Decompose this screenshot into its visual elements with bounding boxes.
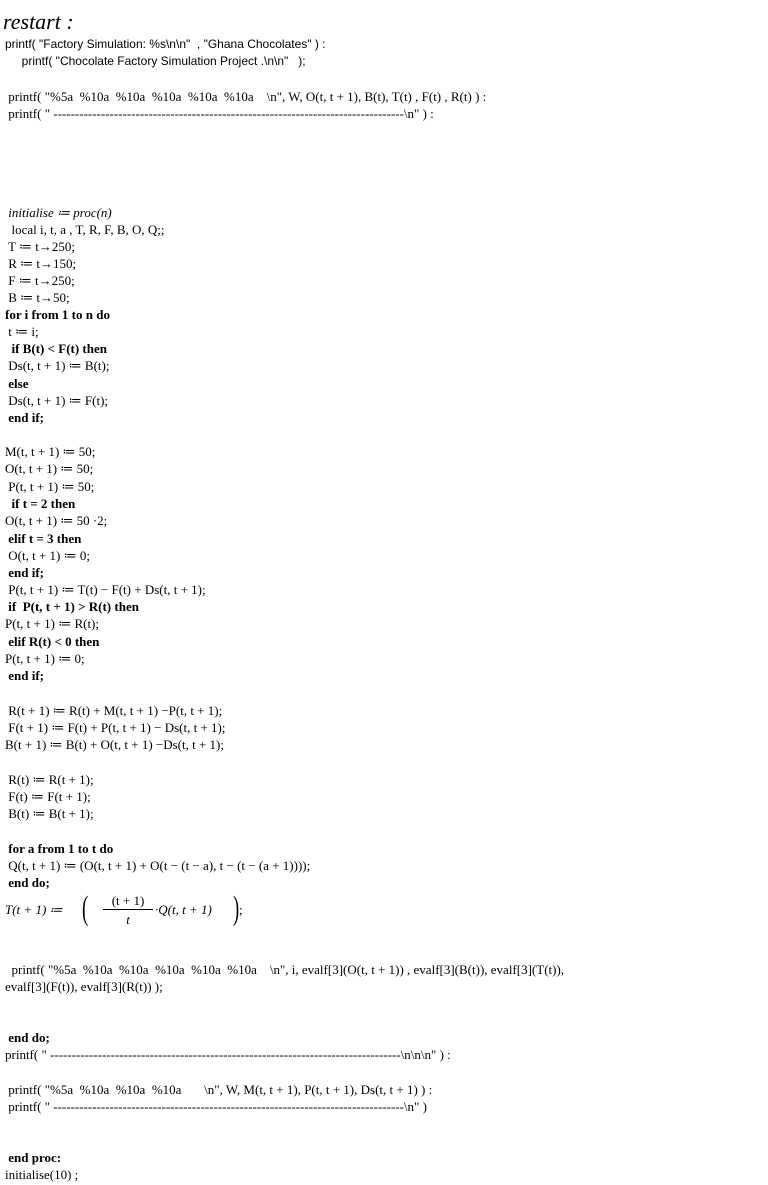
- code-line-l21[interactable]: P(t, t + 1) ≔ 50;: [5, 479, 95, 494]
- code-line-l43[interactable]: evalf[3](F(t)), evalf[3](R(t)) );: [5, 979, 163, 994]
- fraction-denominator: t: [126, 912, 130, 927]
- code-line-l29[interactable]: P(t, t + 1) ≔ R(t);: [5, 616, 99, 631]
- code-line-l10[interactable]: F ≔ t→250;: [5, 273, 75, 288]
- code-line-l23[interactable]: O(t, t + 1) ≔ 50 ·2;: [5, 513, 108, 528]
- code-line-l06[interactable]: initialise ≔ proc(n): [5, 205, 112, 220]
- code-line-l31[interactable]: P(t, t + 1) ≔ 0;: [5, 651, 85, 666]
- code-line-l20[interactable]: O(t, t + 1) ≔ 50;: [5, 461, 94, 476]
- code-line-l28[interactable]: if P(t, t + 1) > R(t) then: [5, 599, 139, 614]
- code-line-l17[interactable]: Ds(t, t + 1) ≔ F(t);: [5, 393, 109, 408]
- right-paren: ): [233, 890, 240, 927]
- code-line-l35[interactable]: B(t + 1) ≔ B(t) + O(t, t + 1) −Ds(t, t + 1);: [5, 737, 225, 752]
- code-line-l09[interactable]: R ≔ t→150;: [5, 256, 77, 271]
- code-line-l24[interactable]: elif t = 3 then: [5, 531, 82, 546]
- fraction-semicolon: ;: [239, 902, 243, 917]
- left-paren: (: [82, 890, 89, 927]
- code-line-l30[interactable]: elif R(t) < 0 then: [5, 634, 100, 649]
- code-line-l48[interactable]: end proc:: [5, 1150, 62, 1165]
- code-line-l04[interactable]: printf( "%5a %10a %10a %10a %10a %10a \n", W, O(t, t + 1), B(t), T(t) , F(t) , R(t) ) :: [5, 89, 487, 104]
- code-line-l07[interactable]: local i, t, a , T, R, F, B, O, Q;;: [5, 222, 165, 237]
- code-line-l16[interactable]: else: [5, 376, 29, 391]
- fraction-bar: [103, 909, 153, 910]
- code-line-l02[interactable]: printf( "Factory Simulation: %s\n\n" , "Ghana Chocolates" ) :: [5, 37, 326, 51]
- code-line-l19[interactable]: M(t, t + 1) ≔ 50;: [5, 444, 96, 459]
- code-line-l22[interactable]: if t = 2 then: [5, 496, 76, 511]
- code-line-l44[interactable]: end do;: [5, 1030, 50, 1045]
- code-line-l45[interactable]: printf( " ---------------------------------------------------------------------------------\n\n\n" ) :: [5, 1047, 451, 1062]
- code-line-l37[interactable]: F(t) ≔ F(t + 1);: [5, 789, 91, 804]
- fraction-rest: ·Q(t, t + 1): [155, 902, 212, 917]
- code-line-l08[interactable]: T ≔ t→250;: [5, 239, 75, 254]
- code-line-l38[interactable]: B(t) ≔ B(t + 1);: [5, 806, 94, 821]
- code-line-l40[interactable]: Q(t, t + 1) ≔ (O(t, t + 1) + O(t − (t − a), t − (t − (a + 1))));: [5, 858, 311, 873]
- code-line-l03[interactable]: printf( "Chocolate Factory Simulation Project .\n\n" );: [5, 54, 306, 68]
- code-line-l42[interactable]: printf( "%5a %10a %10a %10a %10a %10a \n", i, evalf[3](O(t, t + 1)) , evalf[3](B(t)), evalf[3](T(t)),: [5, 962, 565, 977]
- code-line-l47[interactable]: printf( " ---------------------------------------------------------------------------------\n" ): [5, 1099, 427, 1114]
- code-line-l27[interactable]: P(t, t + 1) ≔ T(t) − F(t) + Ds(t, t + 1);: [5, 582, 206, 597]
- code-line-l36[interactable]: R(t) ≔ R(t + 1);: [5, 772, 94, 787]
- code-line-l39[interactable]: for a from 1 to t do: [5, 841, 114, 856]
- code-line-l34[interactable]: F(t + 1) ≔ F(t) + P(t, t + 1) − Ds(t, t + 1);: [5, 720, 226, 735]
- code-line-l14[interactable]: if B(t) < F(t) then: [5, 341, 107, 356]
- code-line-l32[interactable]: end if;: [5, 668, 44, 683]
- code-line-l18[interactable]: end if;: [5, 410, 44, 425]
- code-line-l05[interactable]: printf( " ---------------------------------------------------------------------------------\n" ) :: [5, 106, 434, 121]
- code-line-l11[interactable]: B ≔ t→50;: [5, 290, 70, 305]
- code-line-l46[interactable]: printf( "%5a %10a %10a %10a \n", W, M(t, t + 1), P(t, t + 1), Ds(t, t + 1) ) :: [5, 1082, 433, 1097]
- code-line-l15[interactable]: Ds(t, t + 1) ≔ B(t);: [5, 358, 110, 373]
- code-line-l01[interactable]: restart :: [3, 9, 74, 34]
- code-line-l26[interactable]: end if;: [5, 565, 44, 580]
- fraction-numerator: (t + 1): [111, 893, 145, 908]
- code-line-l49[interactable]: initialise(10) ;: [5, 1167, 79, 1182]
- fraction-lhs: T(t + 1) ≔: [5, 902, 63, 917]
- code-line-l41[interactable]: end do;: [5, 875, 50, 890]
- code-line-l12[interactable]: for i from 1 to n do: [5, 307, 110, 322]
- code-line-l33[interactable]: R(t + 1) ≔ R(t) + M(t, t + 1) −P(t, t + 1);: [5, 703, 223, 718]
- code-line-l25[interactable]: O(t, t + 1) ≔ 0;: [5, 548, 90, 563]
- code-line-l13[interactable]: t ≔ i;: [5, 324, 39, 339]
